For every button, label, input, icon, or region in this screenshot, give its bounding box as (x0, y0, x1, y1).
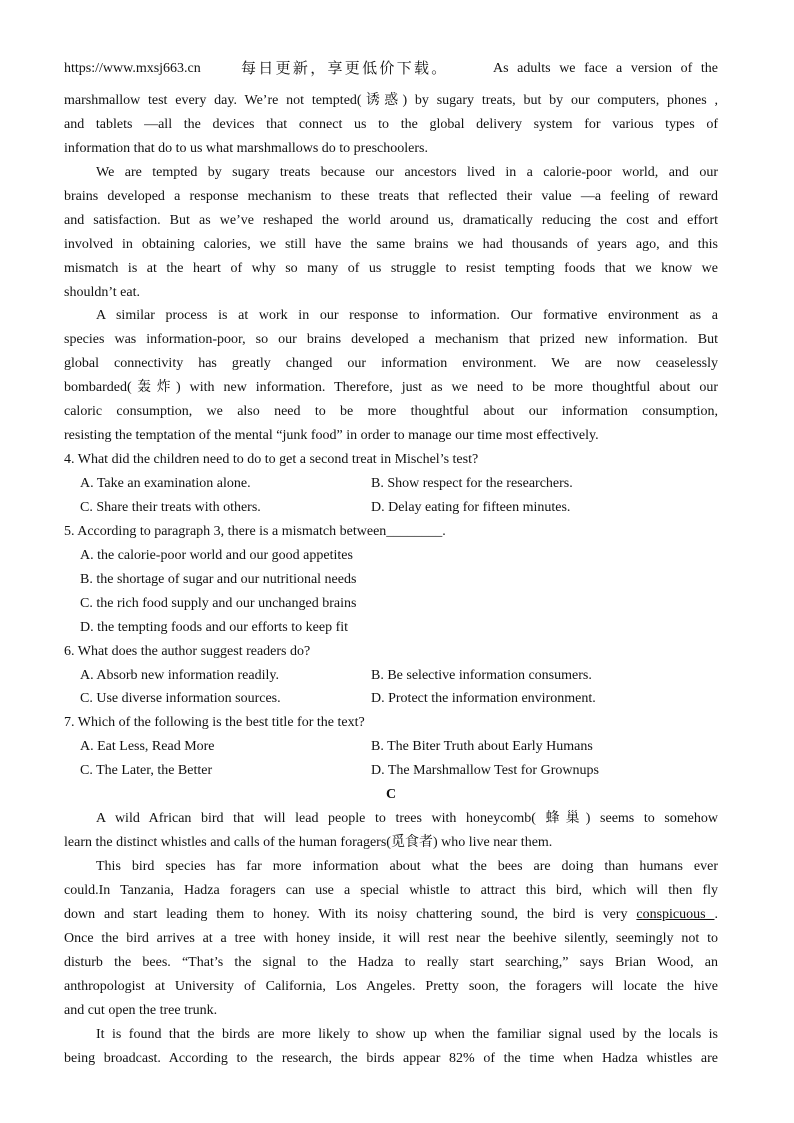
option-row (64, 496, 718, 520)
text-line: brains developed a response mechanism to these treats that reflected their value —a feeling of reward (64, 188, 718, 204)
option-row (64, 687, 718, 711)
answer-option: D. Delay eating for fifteen minutes. (371, 499, 571, 515)
question (64, 448, 718, 520)
option-row (64, 735, 718, 759)
paragraph (64, 304, 718, 448)
answer-option: B. Be selective information consumers. (371, 667, 592, 683)
option-row (64, 664, 718, 688)
passage-b (64, 89, 718, 448)
text-line: Once the bird arrives at a tree with honey inside, it will rest near the beehive silently, seemingly not to (64, 930, 718, 946)
underlined-word: conspicuous (636, 906, 715, 922)
text-line: information that do to us what marshmallows do to preschoolers. (64, 140, 428, 156)
question-list (64, 448, 718, 783)
answer-option: A. Take an examination alone. (80, 476, 251, 491)
answer-option: C. Share their treats with others. (80, 499, 261, 515)
question (64, 640, 718, 712)
paragraph (64, 807, 718, 855)
text-line: resisting the temptation of the mental “junk food” in order to manage our time most effectively. (64, 428, 599, 444)
text-line: and satisfaction. But as we’ve reshaped the world around us, dramatically reducing the cost and effort (64, 212, 718, 228)
text-line: This bird species has far more information about what the bees are doing than humans ever (96, 859, 718, 874)
text-line: A similar process is at work in our response to information. Our formative environment as a (96, 308, 718, 324)
option-row (64, 472, 718, 496)
text-line: and tablets —all the devices that connect us to the global delivery system for various types of (64, 116, 718, 132)
question-prompt: 5. According to paragraph 3, there is a mismatch between________. (64, 523, 446, 539)
answer-option: B. Show respect for the researchers. (371, 476, 573, 491)
option-row (64, 616, 718, 640)
question (64, 520, 718, 640)
question-prompt: 6. What does the author suggest readers do? (64, 643, 311, 659)
passage-opening-text: As adults we face a version of the (493, 61, 718, 76)
text-line: anthropologist at University of California, Los Angeles. Pretty soon, the foragers will locate the hive (64, 978, 718, 994)
answer-option: D. the tempting foods and our efforts to keep fit (80, 619, 349, 635)
header-promo-text: 每日更新，享更低价下载。 (241, 61, 449, 77)
passage-c-paragraphs (64, 807, 718, 1070)
answer-option: A. Eat Less, Read More (80, 739, 215, 755)
option-row (64, 759, 718, 783)
answer-option: D. Protect the information environment. (371, 691, 596, 707)
section-label: C (385, 787, 397, 803)
text-line: disturb the bees. “That’s the signal to the Hadza to really start searching,” says Brian Wood, an (64, 954, 718, 970)
text-line: We are tempted by sugary treats because our ancestors lived in a calorie-poor world, and our (96, 164, 718, 180)
paragraph (64, 855, 718, 1023)
passage-c (64, 783, 718, 1070)
answer-option: B. the shortage of sugar and our nutritional needs (80, 571, 357, 587)
text-line: bombarded(轰炸) with new information. Therefore, just as we need to be more thoughtful about our (64, 380, 718, 396)
text-line: mismatch is at the heart of why so many of us struggle to resist tempting foods that we know we (64, 260, 718, 276)
text-line: A wild African bird that will lead people to trees with honeycomb( 蜂巢) seems to somehow (96, 811, 718, 827)
paragraph (64, 161, 718, 305)
answer-option: D. The Marshmallow Test for Grownups (371, 763, 599, 779)
paragraph (64, 89, 718, 161)
answer-option: A. the calorie-poor world and our good appetites (80, 547, 353, 563)
answer-option: C. Use diverse information sources. (80, 691, 281, 707)
text-line: involved in obtaining calories, we still have the same brains we had thousands of years ago, and this (64, 236, 718, 252)
answer-option: C. the rich food supply and our unchanged brains (80, 595, 357, 611)
question-prompt: 7. Which of the following is the best title for the text? (64, 715, 365, 731)
text-line: and cut open the tree trunk. (64, 1002, 218, 1018)
text-line: marshmallow test every day. We’re not tempted(诱惑) by sugary treats, but by our computers, phones , (64, 93, 718, 108)
page-header (0, 57, 794, 81)
text-line: could.In Tanzania, Hadza foragers can use a special whistle to attract this bird, which will then fly (64, 882, 718, 898)
question-prompt: 4. What did the children need to do to get a second treat in Mischel’s test? (64, 452, 479, 468)
answer-option: A. Absorb new information readily. (80, 667, 279, 683)
text-line (64, 903, 718, 927)
text-line: learn the distinct whistles and calls of the human foragers(觅食者) who live near them. (64, 835, 553, 851)
text-line: species was information-poor, so our brains developed a mechanism that prized new information. But (64, 332, 718, 348)
document-body (64, 89, 718, 1070)
text-segment: down and start leading them to honey. With its noisy chattering sound, the bird is very (64, 906, 637, 922)
header-url: https://www.mxsj663.cn (64, 61, 201, 76)
option-row (64, 568, 718, 592)
paragraph (64, 1023, 718, 1071)
option-row (64, 544, 718, 568)
question (64, 711, 718, 783)
text-line: being broadcast. According to the research, the birds appear 82% of the time when Hadza whistles are (64, 1050, 718, 1066)
text-line: It is found that the birds are more likely to show up when the familiar signal used by the locals is (96, 1026, 718, 1042)
text-line: global connectivity has greatly changed our information environment. We are now ceaselessly (64, 356, 718, 372)
answer-option: B. The Biter Truth about Early Humans (371, 739, 593, 755)
text-segment: . (714, 906, 718, 922)
answer-option: C. The Later, the Better (80, 763, 213, 779)
text-line: caloric consumption, we also need to be more thoughtful about our information consumption, (64, 404, 718, 420)
text-line: shouldn’t eat. (64, 284, 140, 300)
option-row (64, 592, 718, 616)
